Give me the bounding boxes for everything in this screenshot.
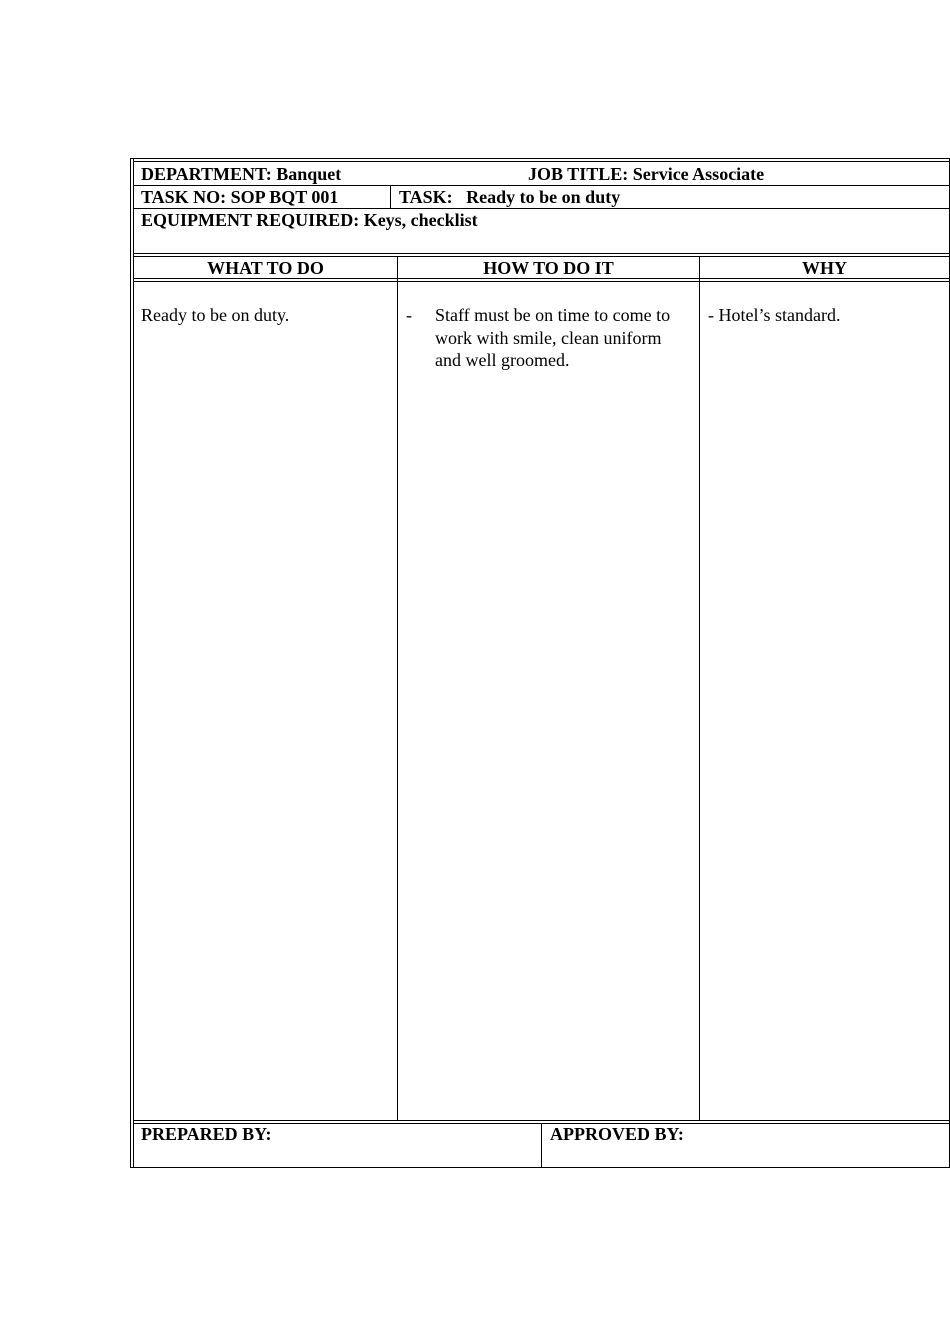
divider-after-columns-2 [133, 281, 950, 282]
divider-task-cell [390, 185, 391, 208]
divider-before-footer-1 [133, 1120, 950, 1121]
how-line-3: and well groomed. [435, 350, 570, 370]
column-divider-1 [397, 256, 398, 1121]
how-line-2: work with smile, clean uniform [435, 327, 662, 348]
footer-divider [541, 1123, 542, 1168]
why-cell: - Hotel’s standard. [708, 305, 841, 325]
how-bullet: - [406, 305, 412, 325]
column-divider-2 [699, 256, 700, 1121]
border-top-outer [130, 158, 950, 159]
column-header-why: WHY [802, 258, 847, 278]
how-line-1: Staff must be on time to come to [435, 305, 671, 325]
border-top-inner [133, 161, 950, 162]
border-left-inner [133, 158, 134, 1168]
task-number-label: TASK NO: SOP BQT 001 [141, 187, 339, 207]
divider-before-columns-1 [133, 253, 950, 254]
equipment-label: EQUIPMENT REQUIRED: Keys, checklist [141, 210, 478, 230]
job-title-label: JOB TITLE: Service Associate [528, 164, 765, 184]
border-bottom [130, 1167, 950, 1168]
column-header-what: WHAT TO DO [207, 258, 324, 278]
approved-by-label: APPROVED BY: [550, 1124, 684, 1144]
task-label: TASK: Ready to be on duty [399, 187, 621, 207]
prepared-by-label: PREPARED BY: [141, 1124, 272, 1144]
sop-form [130, 158, 950, 1168]
department-label: DEPARTMENT: Banquet [141, 164, 342, 184]
column-header-how: HOW TO DO IT [483, 258, 614, 278]
what-to-do-cell: Ready to be on duty. [141, 305, 290, 325]
border-left-outer [130, 158, 131, 1168]
